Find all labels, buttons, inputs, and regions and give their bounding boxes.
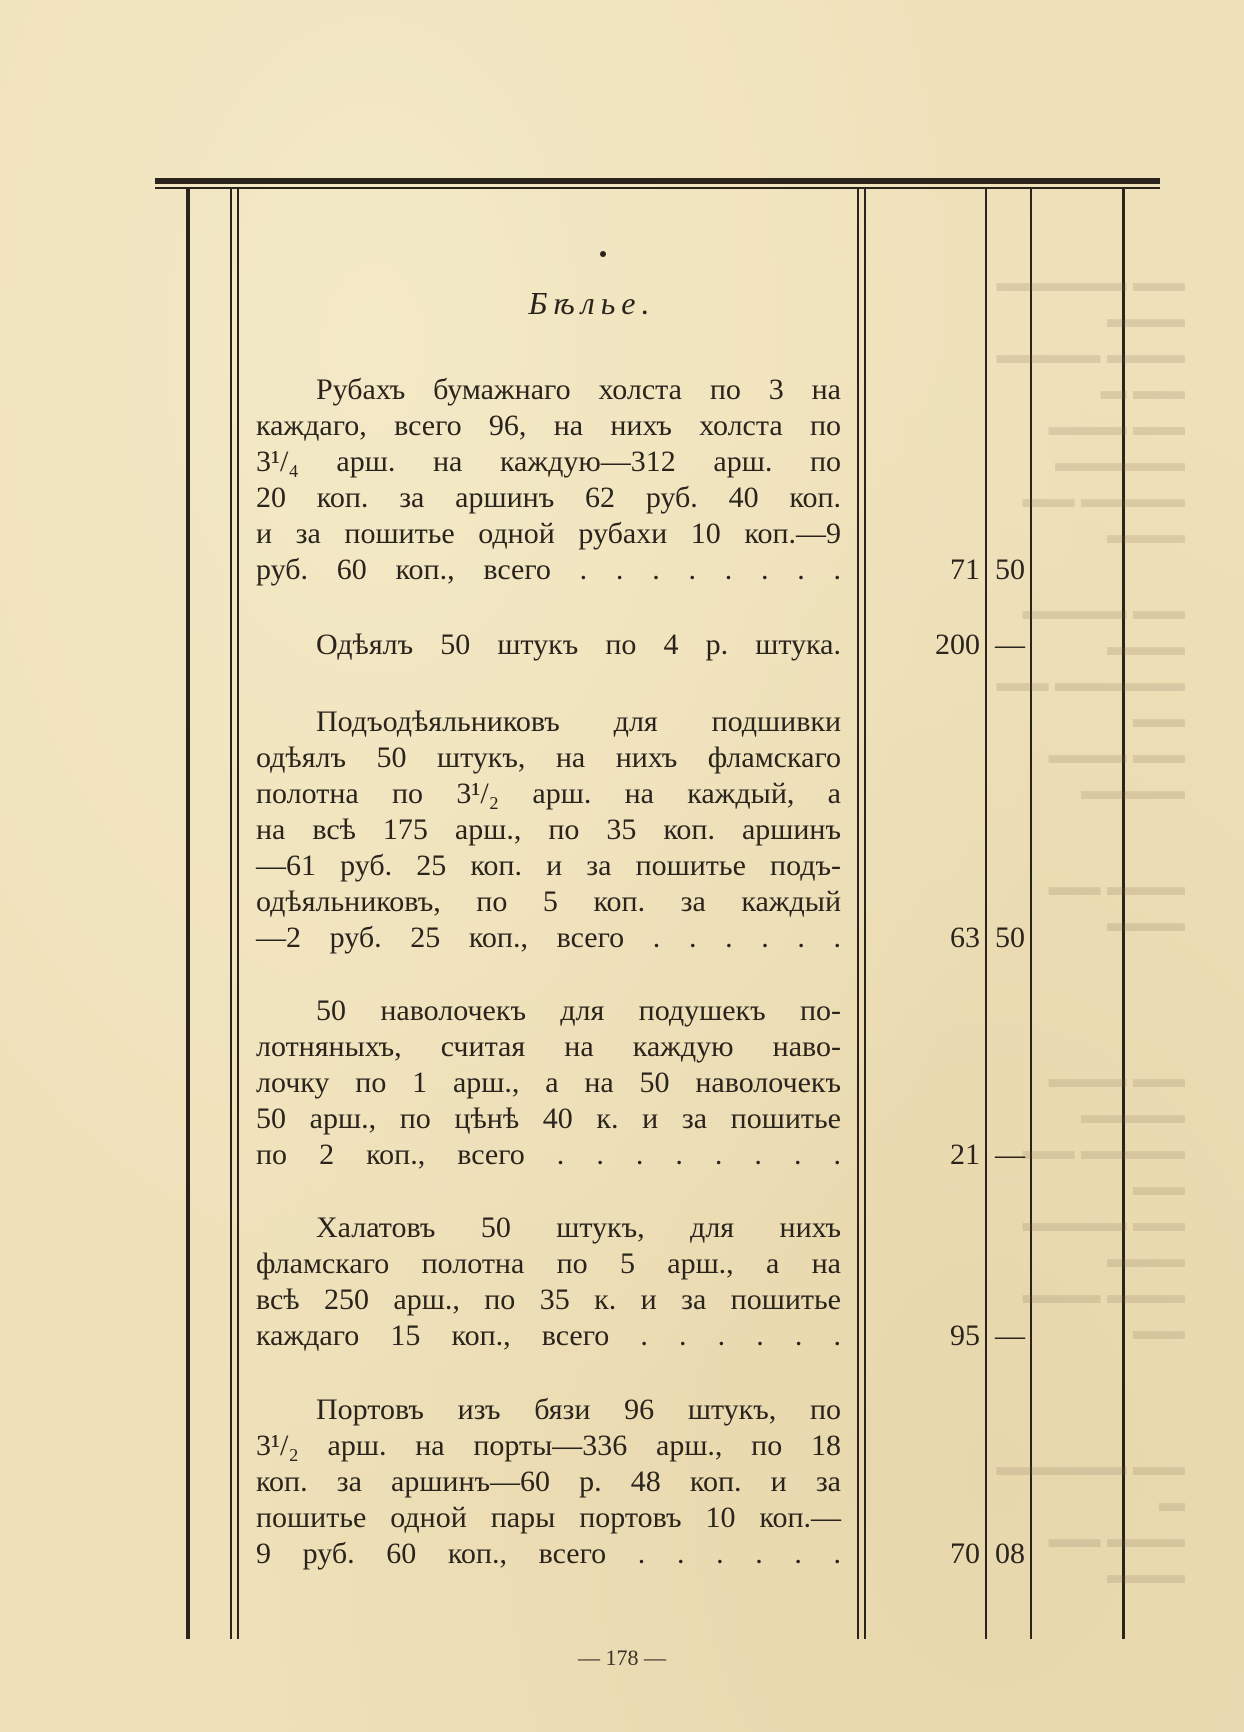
amount-rubles: 71 bbox=[950, 553, 980, 586]
entry-line: 50 арш., по цѣнѣ 40 к. и за пошитье bbox=[256, 1102, 841, 1135]
entry-trousers bbox=[256, 1392, 841, 1572]
text-column-rule-2 bbox=[864, 189, 866, 1639]
left-outer-rule bbox=[186, 189, 190, 1639]
entry-line: 3¹/₄ арш. на каждую—312 арш. по bbox=[256, 445, 841, 478]
text-column-rule bbox=[857, 189, 859, 1639]
entry-line: лотняныхъ, считая на каждую наво- bbox=[256, 1030, 841, 1063]
entry-line: —61 руб. 25 коп. и за пошитье подъ- bbox=[256, 849, 841, 882]
amount-kopecks: — bbox=[995, 1138, 1025, 1171]
kop-column-rule bbox=[1030, 189, 1032, 1639]
entry-line: Портовъ изъ бязи 96 штукъ, по bbox=[316, 1393, 841, 1426]
amount-kopecks: 50 bbox=[995, 553, 1025, 586]
entry-line: руб. 60 коп., всего . . . . . . . . bbox=[256, 553, 841, 586]
bleed-through: ▬▬ ▬▬▬▬▬ ▬▬▬ ▬▬▬ ▬▬▬▬ ▬▬ ▬ ▬▬ ▬▬▬ ▬▬▬▬▬ ▬▬▬▬ ▬▬ ▬▬▬ ▬▬ ▬▬▬▬ ▬▬▬ ▬▬▬▬▬ ▬▬ ▬▬ ▬▬ ▬▬▬ ▬▬▬▬ ▬▬▬ ▬▬ ▬▬▬ ▬▬ ▬▬▬ ▬▬▬▬ ▬▬▬▬ ▬▬ ▬▬ ▬▬ ▬▬▬▬ ▬▬▬ ▬▬▬ ▬▬▬ ▬▬ ▬▬ ▬▬▬▬▬ ▬ ▬▬▬ ▬▬ ▬▬▬ bbox=[996, 268, 1185, 1589]
entry-blankets bbox=[256, 627, 841, 663]
entry-line: Халатовъ 50 штукъ, для нихъ bbox=[316, 1211, 841, 1244]
entry-line: —2 руб. 25 коп., всего . . . . . . bbox=[256, 921, 841, 954]
page-number: — 178 — bbox=[578, 1645, 666, 1670]
entry-line: Подъодѣяльниковъ для подшивки bbox=[316, 705, 841, 738]
printer-dot bbox=[600, 251, 606, 257]
entry-line: одѣялъ 50 штукъ, на нихъ фламскаго bbox=[256, 741, 841, 774]
amount-kopecks: — bbox=[995, 1319, 1025, 1352]
entry-line: по 2 коп., всего . . . . . . . . bbox=[256, 1138, 841, 1171]
entry-line: каждаго 15 коп., всего . . . . . . bbox=[256, 1319, 841, 1352]
entry-line: фламскаго полотна по 5 арш., а на bbox=[256, 1247, 841, 1280]
amount-kopecks: — bbox=[995, 628, 1025, 661]
entry-line: всѣ 250 арш., по 35 к. и за пошитье bbox=[256, 1283, 841, 1316]
amount-rubles: 63 bbox=[950, 921, 980, 954]
entry-shirts bbox=[256, 372, 841, 588]
entry-line: каждаго, всего 96, на нихъ холста по bbox=[256, 409, 841, 442]
entry-line: пошитье одной пары портовъ 10 коп.— bbox=[256, 1501, 841, 1534]
entry-duvet-covers bbox=[256, 704, 841, 956]
amount-rubles: 70 bbox=[950, 1537, 980, 1570]
entry-line: Рубахъ бумажнаго холста по 3 на bbox=[316, 373, 841, 406]
amount-rubles: 95 bbox=[950, 1319, 980, 1352]
entry-line: одѣяльниковъ, по 5 коп. за каждый bbox=[256, 885, 841, 918]
amount-rubles: 21 bbox=[950, 1138, 980, 1171]
entry-line: 20 коп. за аршинъ 62 руб. 40 коп. bbox=[256, 481, 841, 514]
entry-line: 9 руб. 60 коп., всего . . . . . . bbox=[256, 1537, 841, 1570]
entry-pillowcases bbox=[256, 993, 841, 1173]
top-rule bbox=[155, 178, 1160, 184]
amount-rubles: 200 bbox=[935, 628, 980, 661]
entry-line: лочку по 1 арш., а на 50 наволочекъ bbox=[256, 1066, 841, 1099]
entry-line: 3¹/₂ арш. на порты—336 арш., по 18 bbox=[256, 1429, 841, 1462]
amount-kopecks: 50 bbox=[995, 921, 1025, 954]
entry-line: на всѣ 175 арш., по 35 коп. аршинъ bbox=[256, 813, 841, 846]
entry-line: полотна по 3¹/₂ арш. на каждый, а bbox=[256, 777, 841, 810]
top-rule-thin bbox=[155, 187, 1160, 189]
entry-line: 50 наволочекъ для подушекъ по- bbox=[316, 994, 841, 1027]
left-inner-rule bbox=[230, 189, 232, 1639]
entry-robes bbox=[256, 1210, 841, 1354]
right-outer-rule bbox=[1122, 189, 1125, 1639]
rub-column-rule bbox=[985, 189, 987, 1639]
section-heading: Бѣлье. bbox=[528, 285, 656, 321]
entry-line: коп. за аршинъ—60 р. 48 коп. и за bbox=[256, 1465, 841, 1498]
entry-line: и за пошитье одной рубахи 10 коп.—9 bbox=[256, 517, 841, 550]
amount-kopecks: 08 bbox=[995, 1537, 1025, 1570]
entry-line: Одѣялъ 50 штукъ по 4 р. штука. bbox=[316, 628, 841, 661]
left-inner-rule-2 bbox=[237, 189, 239, 1639]
